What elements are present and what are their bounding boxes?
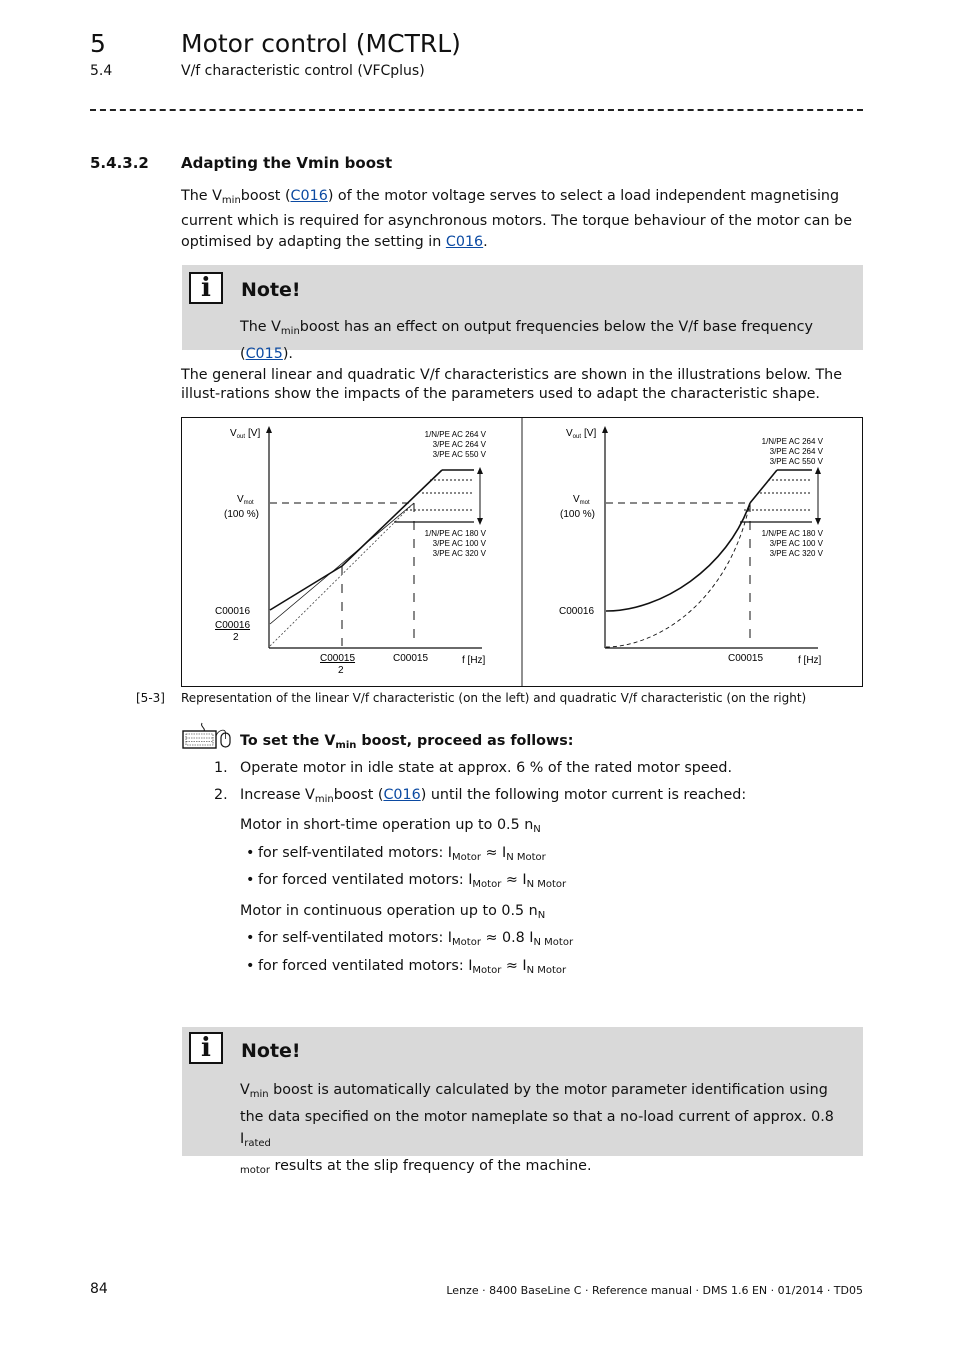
x-axis-label: f [Hz]: [462, 655, 486, 666]
note-title: Note!: [241, 279, 301, 301]
svg-text:3/PE AC 550 V: 3/PE AC 550 V: [432, 450, 486, 459]
y-c00016: C00016: [559, 606, 595, 617]
figure-caption: Representation of the linear V/f characteristic (on the left) and quadratic V/f characteristic (on the right): [181, 691, 807, 705]
vf-diagrams: [182, 418, 862, 686]
y-axis-arrow-icon: [602, 426, 608, 433]
general-paragraph: The general linear and quadratic V/f characteristics are shown in the illustrations below. The illust-rations show the impacts of the parameters used to adapt the characteristic shape.: [181, 367, 843, 402]
y-axis-label: $V_{out}$ [V]: [566, 428, 597, 440]
upper-characteristic: [750, 470, 777, 503]
x-axis-label: f [Hz]: [798, 655, 822, 666]
svg-text:1/N/PE AC 264 V: 1/N/PE AC 264 V: [761, 437, 823, 446]
c016-link-3[interactable]: C016: [383, 787, 421, 803]
svg-text:3/PE AC 264 V: 3/PE AC 264 V: [432, 440, 486, 449]
step-1-text: Operate motor in idle state at approx. 6 % of the rated motor speed.: [240, 760, 733, 776]
section-number: 5.4: [90, 63, 113, 79]
short-time-heading: Motor in short-time operation up to 0.5 $n_N$: [240, 817, 541, 835]
figure-label: [5-3]: [136, 691, 165, 705]
intro-paragraph: The $V_{min}boost$ (C016) of the motor voltage serves to select a load independent magnetising current which is required for asynchronous motors. The torque behaviour of the motor can be optimised by adapting the setting in C016.: [181, 188, 853, 250]
step-2-number: 2.: [214, 787, 228, 803]
x-c00015-half-div: 2: [338, 665, 344, 676]
footer-reference: Lenze · 8400 BaseLine C · Reference manual · DMS 1.6 EN · 01/2014 · TD05: [446, 1284, 863, 1297]
note-text: $V_{min}$ boost is automatically calculated by the motor parameter identification using the data specified on the motor nameplate so that a no-load current of approx. 0.8 $I_{rated}$ $_{motor}$ results at the slip frequency of the machine.: [240, 1082, 834, 1176]
subsection-number: 5.4.3.2: [90, 154, 149, 172]
step-1-number: 1.: [214, 760, 228, 776]
y-axis-arrow-icon: [266, 426, 272, 433]
quadratic-no-boost-curve: [606, 503, 750, 647]
continuous-heading: Motor in continuous operation up to 0.5 $n_N$: [240, 903, 546, 921]
note-title: Note!: [241, 1040, 301, 1062]
bullet-4: •: [246, 958, 255, 974]
vmot-label: $V_{mot}$: [573, 494, 590, 506]
linear-characteristic: [215, 426, 487, 676]
c016-link[interactable]: C016: [290, 188, 328, 204]
x-c00015: C00015: [728, 653, 764, 664]
c015-link[interactable]: C015: [245, 346, 283, 362]
svg-text:1/N/PE AC 180 V: 1/N/PE AC 180 V: [424, 529, 486, 538]
info-icon: i: [189, 272, 223, 304]
note-box-1: [182, 265, 863, 362]
svg-text:3/PE AC 100 V: 3/PE AC 100 V: [769, 539, 823, 548]
chapter-title: Motor control (MCTRL): [181, 29, 461, 58]
bullet-4-text: for forced ventilated motors: $I_{Motor} \approx I_{N Motor}$: [258, 958, 567, 976]
svg-text:3/PE AC 550 V: 3/PE AC 550 V: [769, 457, 823, 466]
c016-link-2[interactable]: C016: [445, 234, 484, 250]
y-c00016-half: C00016: [215, 620, 251, 631]
lower-voltage-labels: [425, 529, 487, 558]
keyboard-mouse-icon: [182, 722, 234, 750]
bullet-3: •: [246, 930, 255, 946]
upper-voltage-labels: [425, 430, 487, 459]
bullet-1-text: for self-ventilated motors: $I_{Motor} \approx I_{N Motor}$: [258, 845, 546, 863]
y-c00016-half-div: 2: [233, 632, 239, 643]
note-text: The $V_{min}boost$ has an effect on output frequencies below the V/f base frequency (C015).: [240, 319, 813, 362]
vf-characteristics-figure: [181, 417, 863, 687]
x-c00015: C00015: [393, 653, 429, 664]
range-arrow-up-icon: [815, 467, 821, 474]
header-divider: [90, 109, 863, 111]
chapter-number: 5: [90, 29, 106, 58]
range-arrow-down-icon: [815, 518, 821, 525]
lower-voltage-labels: [762, 529, 824, 558]
x-c00015-half: C00015: [320, 653, 356, 664]
y-axis-label: $V_{out}$ [V]: [230, 428, 261, 440]
svg-text:3/PE AC 320 V: 3/PE AC 320 V: [432, 549, 486, 558]
range-arrow-up-icon: [477, 467, 483, 474]
upper-voltage-labels: [762, 437, 824, 466]
svg-text:3/PE AC 264 V: 3/PE AC 264 V: [769, 447, 823, 456]
bullet-2-text: for forced ventilated motors: $I_{Motor} \approx I_{N Motor}$: [258, 872, 567, 890]
info-icon: i: [189, 1032, 223, 1064]
svg-text:3/PE AC 100 V: 3/PE AC 100 V: [432, 539, 486, 548]
step-2-text: Increase $V_{min}boost$ (C016) until the following motor current is reached:: [240, 787, 747, 805]
svg-text:1/N/PE AC 180 V: 1/N/PE AC 180 V: [761, 529, 823, 538]
quadratic-boost-curve: [606, 503, 750, 611]
vmot-pct: (100 %): [560, 509, 596, 520]
svg-text:1/N/PE AC 264 V: 1/N/PE AC 264 V: [424, 430, 486, 439]
subsection-title: Adapting the Vmin boost: [181, 154, 393, 172]
page-number: 84: [90, 1281, 108, 1297]
bullet-2: •: [246, 872, 255, 888]
section-title: V/f characteristic control (VFCplus): [181, 63, 425, 79]
range-arrow-down-icon: [477, 518, 483, 525]
bullet-1: •: [246, 845, 255, 861]
vmot-label: $V_{mot}$: [237, 494, 254, 506]
quadratic-characteristic: [559, 426, 824, 666]
y-c00016: C00016: [215, 606, 251, 617]
vmot-pct: (100 %): [224, 509, 260, 520]
svg-text:3/PE AC 320 V: 3/PE AC 320 V: [769, 549, 823, 558]
note-box-2: [182, 1027, 863, 1176]
main-characteristic: [342, 470, 442, 566]
procedure-title: To set the $V_{min}$ boost, proceed as follows:: [240, 733, 574, 751]
bullet-3-text: for self-ventilated motors: $I_{Motor} \approx 0.8$ $I_{N Motor}$: [258, 930, 574, 948]
